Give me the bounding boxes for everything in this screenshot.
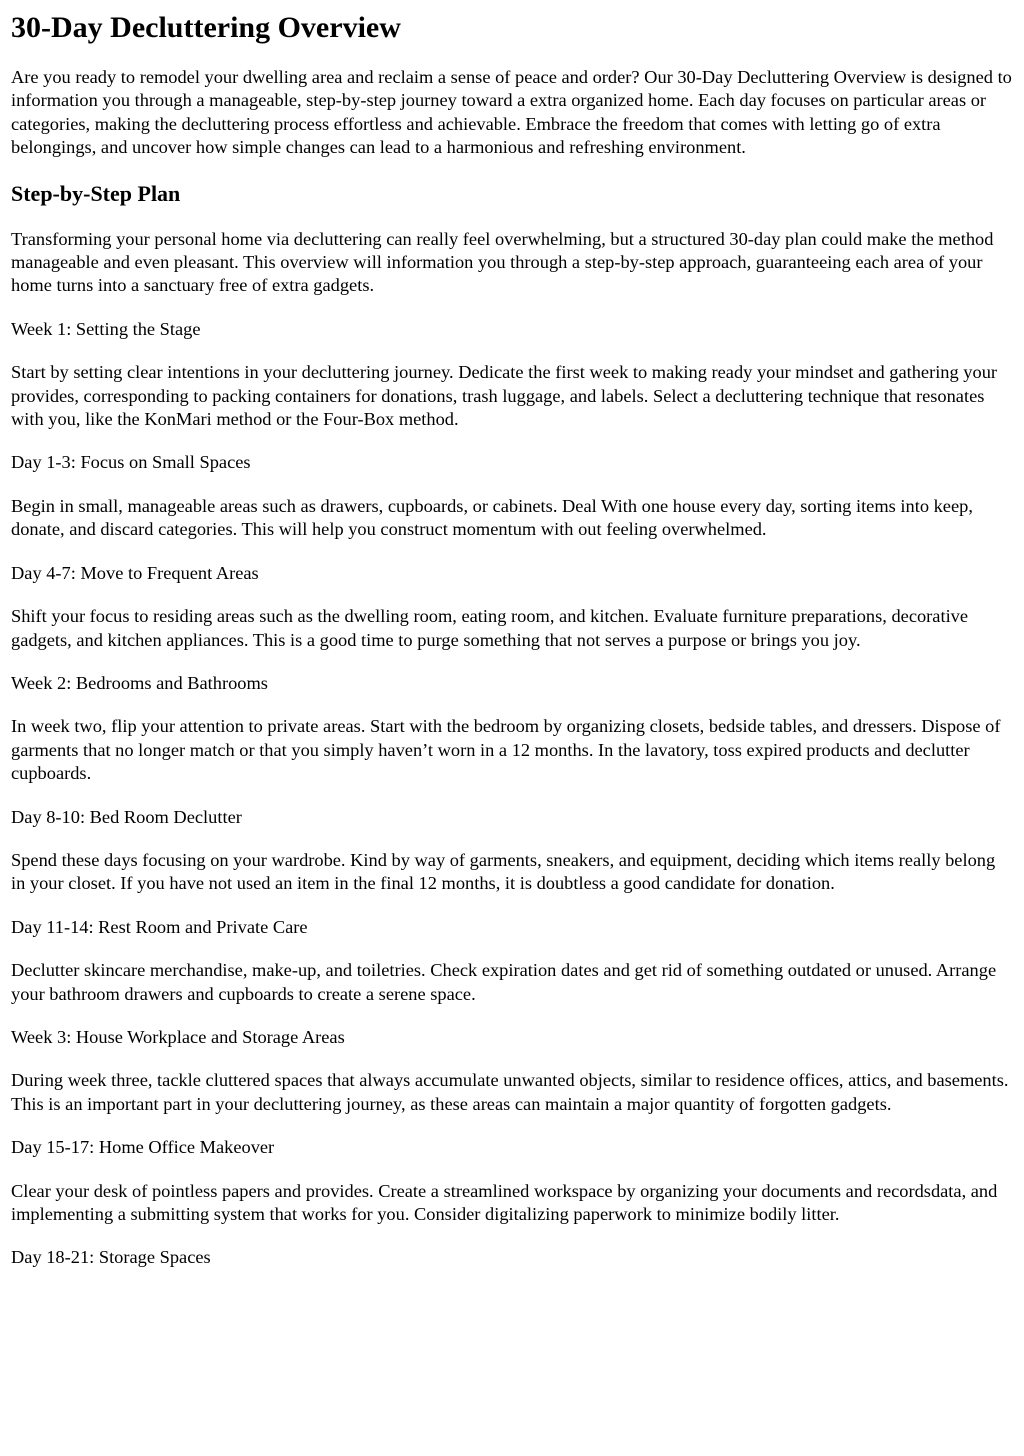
block-heading-week-3: Week 3: House Workplace and Storage Areas [11, 1026, 345, 1047]
block-heading-day-18-21: Day 18-21: Storage Spaces [11, 1247, 211, 1268]
page-title: 30-Day Decluttering Overview [11, 11, 401, 44]
intro-paragraph: Are you ready to remodel your dwelling area and reclaim a sense of peace and order? Our 30-Day Decluttering Overview is designed to information you through a manageable, step-by-step journey toward a extra organized home. Each day focuses on particular areas or categories, making the decluttering process effortless and achievable. Embrace the freedom that comes with letting go of extra belongings, and uncover how simple changes can lead to a harmonious and refreshing environment. [11, 67, 1012, 158]
block-text-week-3: During week three, tackle cluttered spaces that always accumulate unwanted objects, similar to residence offices, attics, and basements. This is an important part in your decluttering journey, as these areas can maintain a major quantity of forgotten gadgets. [11, 1070, 1009, 1114]
block-heading-day-1-3: Day 1-3: Focus on Small Spaces [11, 452, 251, 473]
block-heading-day-4-7: Day 4-7: Move to Frequent Areas [11, 562, 259, 583]
block-heading-day-15-17: Day 15-17: Home Office Makeover [11, 1137, 275, 1158]
block-text-day-4-7: Shift your focus to residing areas such as the dwelling room, eating room, and kitchen. Evaluate furniture preparations, decorative gadgets, and kitchen appliances. This is a good time to purge something that not serves a purpose or brings you joy. [11, 606, 969, 650]
article [0, 10, 1024, 1270]
block-text-day-15-17: Clear your desk of pointless papers and provides. Create a streamlined workspace by organizing your documents and recordsdata, and implementing a submitting system that works for you. Consider digitalizing paperwork to minimize bodily litter. [11, 1180, 998, 1224]
section-heading: Step-by-Step Plan [11, 180, 181, 206]
block-text-day-8-10: Spend these days focusing on your wardrobe. Kind by way of garments, sneakers, and equipment, deciding which items really belong in your closet. If you have not used an item in the final 12 months, it is doubtless a good candidate for donation. [11, 849, 996, 894]
block-heading-week-2: Week 2: Bedrooms and Bathrooms [11, 672, 268, 693]
block-heading-day-11-14: Day 11-14: Rest Room and Private Care [11, 916, 308, 937]
block-text-day-11-14: Declutter skincare merchandise, make-up, and toiletries. Check expiration dates and get rid of something outdated or unused. Arrange your bathroom drawers and cupboards to create a serene space. [11, 960, 997, 1004]
block-text-week-1: Start by setting clear intentions in your decluttering journey. Dedicate the first week to making ready your mindset and gathering your provides, corresponding to packing containers for donations, trash luggage, and labels. Select a decluttering technique that resonates with you, like the KonMari method or the Four-Box method. [11, 362, 998, 430]
block-text-day-1-3: Begin in small, manageable areas such as drawers, cupboards, or cabinets. Deal With one house every day, sorting items into keep, donate, and discard categories. This will help you construct momentum with out feeling overwhelmed. [11, 495, 973, 540]
block-heading-week-1: Week 1: Setting the Stage [11, 318, 201, 339]
block-heading-day-8-10: Day 8-10: Bed Room Declutter [11, 806, 242, 827]
block-text-week-2: In week two, flip your attention to private areas. Start with the bedroom by organizing closets, bedside tables, and dressers. Dispose of garments that no longer match or that you simply haven’t worn in a 12 months. In the lavatory, toss expired products and declutter cupboards. [11, 716, 1001, 784]
section-intro-paragraph: Transforming your personal home via decluttering can really feel overwhelming, but a structured 30-day plan could make the method manageable and even pleasant. This overview will information you through a step-by-step approach, guaranteeing each area of your home turns into a sanctuary free of extra gadgets. [11, 228, 994, 296]
